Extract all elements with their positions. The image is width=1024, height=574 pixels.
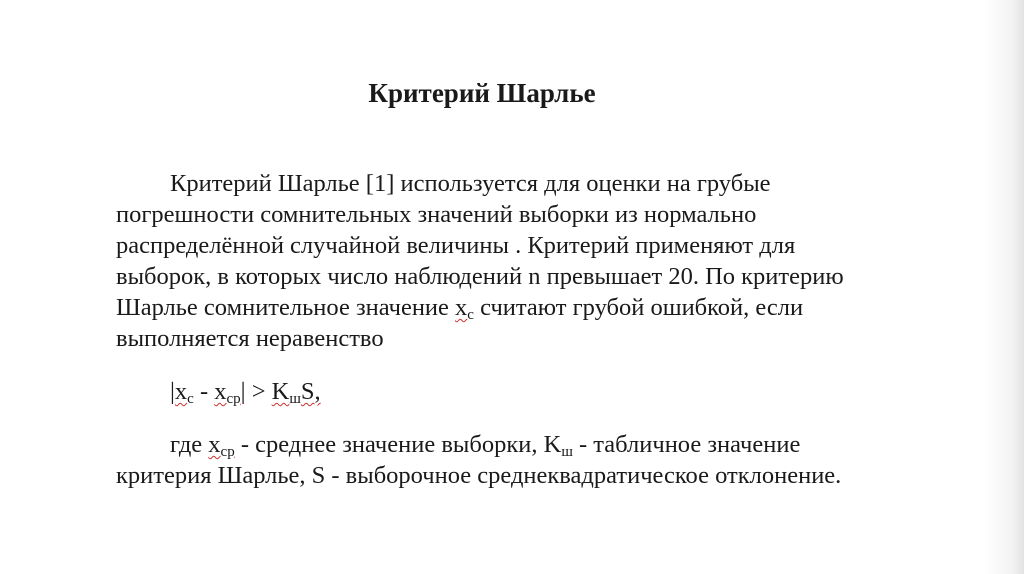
line5-prefix: Шарлье сомнительное значение (116, 294, 456, 321)
p2-k (544, 431, 573, 458)
formula-k-base: K (271, 378, 290, 405)
p2-prefix: где (170, 431, 209, 458)
formula-xc-base: x (174, 378, 188, 405)
p2-xcp-sub: cp (220, 444, 235, 460)
paragraph-1-line-5 (116, 292, 896, 323)
p2-k-sub: ш (561, 444, 573, 460)
slide-title (0, 78, 964, 109)
formula-xcp (214, 378, 240, 405)
formula-bar-open: | (170, 378, 175, 405)
paragraph-1-line-1: Критерий Шарлье [1] используется для оценки на грубые (170, 170, 771, 197)
formula-xcp-base: x (214, 378, 227, 405)
formula-minus: - (193, 378, 215, 405)
formula-k-sub: ш (289, 391, 301, 407)
paragraph-1-line-6: выполняется неравенство (116, 325, 384, 352)
paragraph-2-line-2: критерия Шарлье, S - выборочное среднеквадратическое отклонение. (116, 462, 842, 489)
line5-suffix: считают грубой ошибкой, если (473, 294, 804, 321)
paragraph-1-line-4: выборок, в которых число наблюдений n превышает 20. По критерию (116, 263, 844, 290)
slide-body (116, 168, 896, 491)
formula-ksh (272, 378, 321, 405)
title-text: Критерий Шарлье (368, 78, 596, 108)
var-xc-sub: c (467, 307, 474, 323)
formula-s: S, (300, 378, 321, 405)
spacer (116, 407, 896, 429)
p2-xcp-base: x (208, 431, 221, 458)
slide-edge-shadow (984, 0, 1024, 574)
paragraph-1-line-2: погрешности сомнительных значений выборки из нормально (116, 201, 757, 228)
formula-xc-sub: c (187, 391, 194, 407)
formula-xcp-sub: cp (226, 391, 241, 407)
formula-xc (175, 378, 194, 405)
p2-post: - табличное значение (572, 431, 801, 458)
formula-rest: | > (240, 378, 272, 405)
var-xc (455, 294, 474, 321)
paragraph-2-line-1 (116, 429, 896, 460)
paragraph-1-line-3: распределённой случайной величины . Критерий применяют для (116, 232, 796, 259)
p2-xcp (208, 431, 234, 458)
p2-mid: - среднее значение выборки, (234, 431, 544, 458)
p2-k-base: K (543, 431, 562, 458)
var-xc-base: x (455, 294, 468, 321)
spacer (116, 354, 896, 376)
inequality-formula (116, 376, 896, 407)
